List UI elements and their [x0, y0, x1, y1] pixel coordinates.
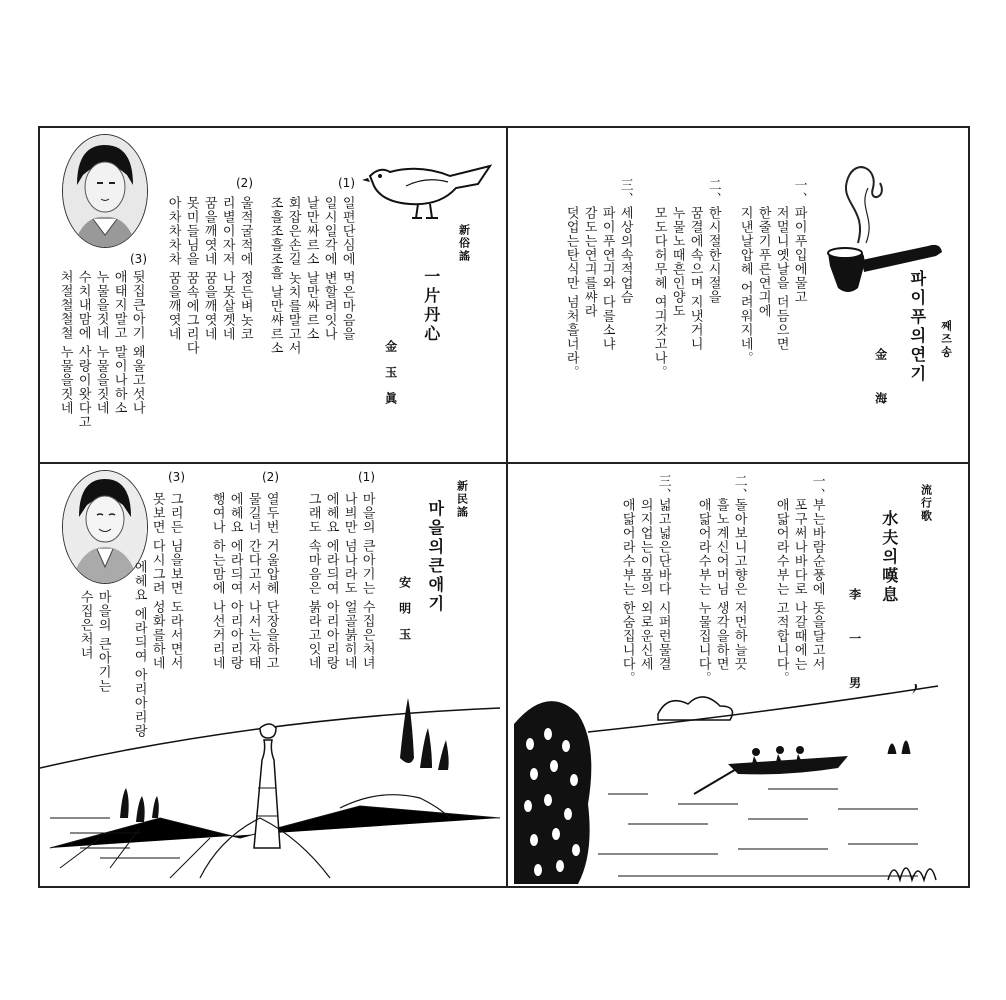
stanza-line: 수치내맘에 사랑이왓다고 [75, 270, 91, 430]
panel-ilpyeon-dansim [40, 128, 506, 462]
song-author: 金 海 [873, 348, 888, 419]
verse-line: 넓고넓은단바다 시퍼런물결 [655, 498, 671, 672]
verse-line: 흘노계신어머님 생각을하면 [713, 498, 729, 672]
stanza-line: 마을의 큰아기는 [95, 590, 111, 694]
stanza-line: 물길너 간다고서 나서는자태 [245, 492, 261, 671]
verse-marker: 二、 [705, 178, 721, 206]
stanza-line: 못보면 다시그려 성화를하네 [149, 492, 165, 671]
category-label: 째즈송 [939, 320, 953, 359]
stanza-line: 꿈을깨엿네 꿈을깨엿네 [201, 196, 217, 342]
verse-marker: 一、 [809, 474, 825, 502]
verse-line: 누물노때흔인양도 [669, 206, 685, 318]
stanza-line: 행여나 하는맘에 나선거리네 [209, 492, 225, 671]
verse-line: 파이푸입에물고 [791, 206, 807, 304]
panel-sailor-lament [508, 464, 970, 888]
verse-marker: 三、 [617, 178, 633, 206]
panel-village-maiden [40, 464, 506, 888]
village-well-illustration [40, 698, 506, 888]
stanza-number: (3) [130, 252, 147, 266]
stanza-line: 리별이자저 나못살겟네 [219, 196, 235, 342]
verse-line: 한시절한시절을 [705, 206, 721, 304]
verse-line: 지낸날압헤 어려워지네。 [737, 206, 753, 366]
stanza-line: 일편단심에 먹은마음을 [339, 196, 355, 342]
verse-marker: 三、 [655, 474, 671, 502]
stanza-line: 회잡은손길 놋치를말고서 [285, 196, 301, 356]
stanza-number: (3) [168, 470, 185, 484]
stanza-number: (2) [236, 176, 253, 190]
pipe-illustration [818, 148, 958, 298]
verse-line: 저멀니옛날을 더듬으면 [773, 206, 789, 352]
verse-line: 부는바람순풍에 돗을달고서 [809, 498, 825, 672]
verse-line: 꿈결에속으며 지냇거니 [687, 206, 703, 352]
stanza-line: 마을의 큰아기는 수집은처녀 [359, 492, 375, 671]
stanza-line: 날만싸르소 날만싸르소 [303, 196, 319, 342]
song-author: 金玉眞 [383, 340, 398, 418]
category-label: 新俗謠 [457, 224, 471, 263]
stanza-line: 에헤요 에라듸여 아리아리랑 [131, 560, 147, 739]
stanza-number: (1) [338, 176, 355, 190]
stanza-line: 그리든 님을보면 도라서면서 [167, 492, 183, 671]
category-label: 新民謠 [455, 480, 469, 519]
stanza-line: 에헤요 에라듸여 아리아리랑 [323, 492, 339, 671]
song-title: 마을의큰애기 [425, 500, 445, 614]
stanza-line: 아차차차차 꿈을깨엿네 [165, 196, 181, 342]
stanza-line: 누물을짓네 누물을짓네 [93, 270, 109, 416]
verse-line: 의지업는이몸의 외로운신세 [637, 498, 653, 672]
song-author: 李 一 男 [847, 588, 862, 703]
verse-line: 세상의속적업슴 [617, 206, 633, 304]
stanza-line: 뒷집큰아기 왜울고섯나 [129, 270, 145, 416]
stanza-number: (1) [358, 470, 375, 484]
song-title: 一片丹心 [421, 268, 441, 344]
verse-marker: 一、 [791, 178, 807, 206]
verse-marker: 二、 [731, 474, 747, 502]
stanza-line: 수집은처녀 [77, 590, 93, 660]
verse-line: 모도다허무헤 여긔갓고나。 [651, 206, 667, 380]
verse-line: 포구써나바다로 나갈때에는 [791, 498, 807, 672]
stanza-line: 처절철철철 누물을짓네 [57, 270, 73, 416]
stanza-line: 열두번 거울압헤 단장을하고 [263, 492, 279, 671]
verse-line: 애닯어라수부는 한숨집니다。 [619, 498, 635, 686]
verse-line: 감도는연긔를쌰라 [581, 206, 597, 318]
verse-line: 덧업는탄식만 넘처흘너라。 [563, 206, 579, 380]
panel-jazz-song [508, 128, 970, 462]
category-label: 流行歌 [919, 484, 933, 523]
verse-line: 애닯어라수부는 누물집니다。 [695, 498, 711, 686]
verse-line: 한줄기푸른연긔에 [755, 206, 771, 318]
song-author: 安明玉 [397, 576, 412, 654]
stanza-line: 일시일각에 변할려잇나 [321, 196, 337, 342]
stanza-line: 에헤요 에라듸여 아리아리랑 [227, 492, 243, 671]
verse-line: 돌아보니고향은 저먼하늘끗 [731, 498, 747, 672]
stanza-line: 울적굴적에 정든벼놋코 [237, 196, 253, 342]
stanza-number: (2) [262, 470, 279, 484]
stanza-line: 나븨만 넘나라도 얼골붉히네 [341, 492, 357, 671]
verse-line: 애닯어라수부는 고적합니다。 [773, 498, 789, 686]
stanza-line: 조흘조흘조흘 날만쌰르소 [267, 196, 283, 356]
dove-illustration [360, 146, 500, 226]
portrait-woman-top [62, 134, 148, 248]
song-title: 파이푸의연기 [907, 270, 927, 384]
song-sheet-page [38, 126, 970, 888]
stanza-line: 애태지말고 말이나하소 [111, 270, 127, 416]
stanza-line: 못미들님을 꿈속에그리다 [183, 196, 199, 356]
song-title: 水夫의嘆息 [879, 510, 899, 605]
stanza-line: 그래도 속마음은 붉라고잇네 [305, 492, 321, 671]
verse-line: 파이푸연긔와 다를소냐 [599, 206, 615, 352]
sea-boat-illustration [508, 684, 968, 886]
